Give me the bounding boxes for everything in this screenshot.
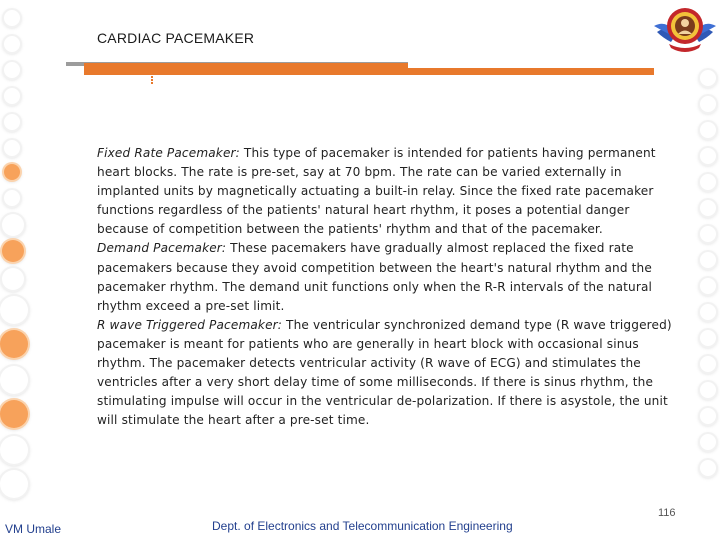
decor-circle <box>700 278 716 294</box>
decor-circle <box>700 96 716 112</box>
decor-circle <box>4 140 20 156</box>
decor-circle <box>2 268 24 290</box>
body-paragraph <box>97 239 675 315</box>
decor-circle <box>700 200 716 216</box>
decor-circle <box>4 88 20 104</box>
decor-circle <box>0 330 28 358</box>
footer-department: Dept. of Electronics and Telecommunication Engineering <box>212 519 513 533</box>
footer-author: VM Umale <box>5 522 62 536</box>
decor-circle <box>0 436 28 464</box>
decor-circle <box>700 174 716 190</box>
left-decoration <box>0 0 28 540</box>
decor-circle <box>2 214 24 236</box>
decor-circle <box>0 366 28 394</box>
section-text: This type of pacemaker is intended for patients having permanent heart blocks. The rate is pre-set, say at 70 bpm. The rate can be varied externally in implanted units by magnetically actuating a built-in relay. Since the fixed rate pacemaker functions regardless of the patients' natural heart rhythm, it poses a potential danger because of competition between the patients' rhythm and that of the pacemaker. <box>97 146 656 237</box>
decor-circle <box>4 164 20 180</box>
decor-circle <box>4 36 20 52</box>
decor-circle <box>700 330 716 346</box>
section-heading: Demand Pacemaker: <box>97 241 227 256</box>
right-decoration <box>692 0 720 540</box>
decor-circle <box>700 460 716 476</box>
institute-emblem-icon <box>651 2 719 56</box>
decor-circle <box>700 122 716 138</box>
section-heading: Fixed Rate Pacemaker: <box>97 146 240 160</box>
body-paragraph <box>97 144 675 239</box>
decor-circle <box>4 10 20 26</box>
page-number: 116 <box>658 507 676 519</box>
slide-body <box>97 144 675 430</box>
decor-circle <box>700 70 716 86</box>
slide-title: CARDIAC PACEMAKER <box>97 30 255 46</box>
header-rule-accent <box>84 68 654 75</box>
body-paragraph <box>97 316 675 431</box>
decor-circle <box>700 148 716 164</box>
decor-circle <box>4 190 20 206</box>
decor-circle <box>4 62 20 78</box>
decor-circle <box>0 400 28 428</box>
decor-circle <box>700 226 716 242</box>
header-rule-tick <box>151 76 153 84</box>
decor-circle <box>700 382 716 398</box>
decor-circle <box>0 296 28 324</box>
decor-circle <box>700 304 716 320</box>
decor-circle <box>700 252 716 268</box>
section-text: These pacemakers have gradually almost replaced the fixed rate pacemakers because they avoid competition between the heart's natural rhythm and the pacemaker rhythm. The demand unit functions only when the R-R intervals of the natural rhythm exceed a pre-set limit. <box>97 241 653 313</box>
decor-circle <box>0 470 28 498</box>
decor-circle <box>700 434 716 450</box>
decor-circle <box>2 240 24 262</box>
decor-circle <box>4 114 20 130</box>
section-text: The ventricular synchronized demand type (R wave triggered) pacemaker is meant for patients who are generally in heart block with occasional sinus rhythm. The pacemaker detects ventricular activity (R wave of ECG) and stimulates the ventricles after a very short delay time of some milliseconds. If there is sinus rhythm, the stimulating impulse will occur in the ventricular de-polarization. If there is asystole, the unit will stimulate the heart after a pre-set time. <box>97 317 672 428</box>
decor-circle <box>700 408 716 424</box>
decor-circle <box>700 356 716 372</box>
section-heading: R wave Triggered Pacemaker: <box>97 317 283 332</box>
